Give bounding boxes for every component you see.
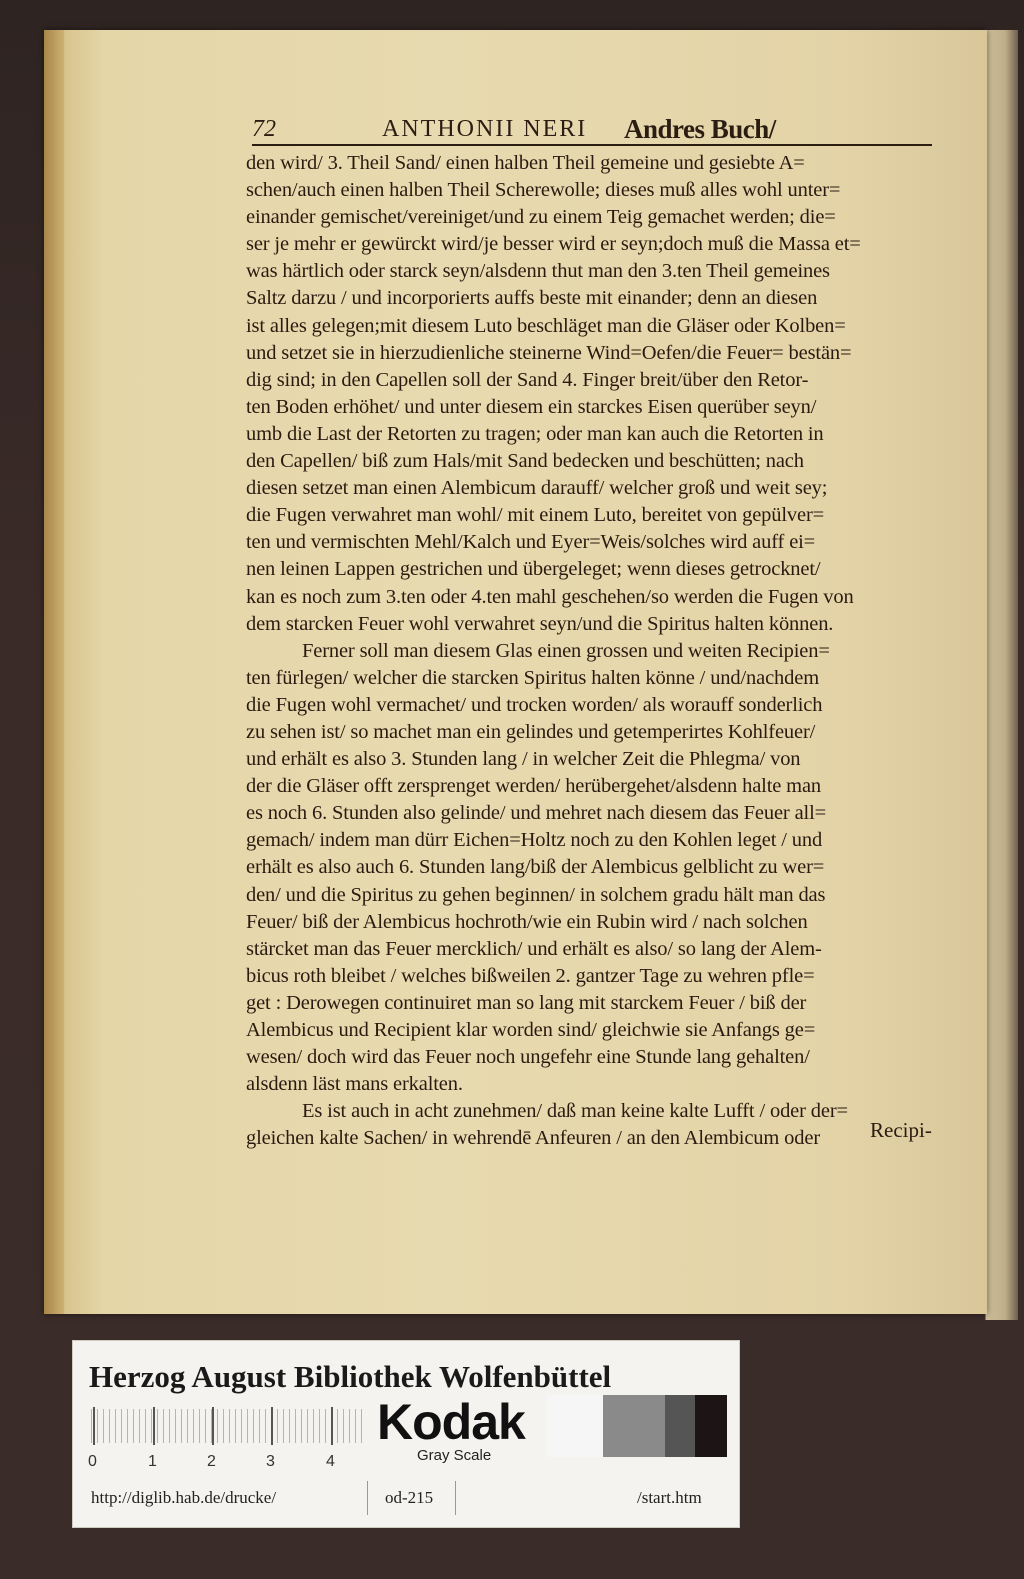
text-line: get : Derowegen continuiret man so lang mit starckem Feuer / biß der — [246, 991, 807, 1014]
text-line: ist alles gelegen;mit diesem Luto beschläget man die Gläser oder Kolben= — [246, 314, 846, 337]
text-line: umb die Last der Retorten zu tragen; oder man kan auch die Retorten in — [246, 422, 824, 445]
gray-swatch-white — [547, 1395, 603, 1457]
text-line: Alembicus und Recipient klar worden sind/ gleichwie sie Anfangs ge= — [246, 1019, 816, 1041]
text-line: gemach/ indem man dürr Eichen=Holtz noch zu den Kohlen leget / und — [246, 829, 823, 852]
ruler-tick — [93, 1407, 95, 1445]
kodak-logo: Kodak — [377, 1394, 525, 1450]
text-line: den/ und die Spiritus zu gehen beginnen/ in solchem gradu hält man das — [246, 883, 826, 906]
text-line: die Fugen wohl vermachet/ und trocken worden/ als worauff sonderlich — [246, 693, 823, 716]
url-part-base: http://diglib.hab.de/drucke/ — [91, 1481, 361, 1515]
text-line: Ferner soll man diesem Glas einen grossen und weiten Recipien= — [302, 639, 830, 662]
running-title: ANTHONII NERI — [382, 116, 588, 142]
url-separator — [455, 1481, 456, 1515]
text-line: und erhält es also 3. Stunden lang / in welcher Zeit die Phlegma/ von — [246, 748, 801, 771]
text-line: gleichen kalte Sachen/ in wehrendē Anfeuren / an den Alembicum oder — [246, 1127, 820, 1150]
text-line: der die Gläser offt zersprenget werden/ herübergehet/alsdenn halte man — [246, 775, 822, 798]
url-part-id: od-215 — [385, 1481, 465, 1515]
color-calibration-card — [72, 1340, 740, 1528]
ruler-tick — [331, 1407, 333, 1445]
text-line: Saltz darzu / und incorporierts auffs beste mit einander; denn an diesen — [246, 287, 818, 310]
text-line: Feuer/ biß der Alembicus hochroth/wie ein Rubin wird / nach solchen — [246, 910, 808, 933]
text-line: stärcket man das Feuer mercklich/ und erhält es also/ so lang der Alem- — [246, 937, 822, 960]
ruler-number: 3 — [266, 1453, 275, 1470]
text-line: was härtlich oder starck seyn/alsdenn thut man den 3.ten Theil gemeines — [246, 260, 830, 283]
text-line: den Capellen/ biß zum Hals/mit Sand bedecken und beschütten; nach — [246, 450, 804, 473]
ruler-tick — [271, 1407, 273, 1445]
gray-scale-label: Gray Scale — [417, 1447, 492, 1464]
gray-swatch-dark — [665, 1395, 695, 1457]
text-line: ser je mehr er gewürckt wird/je besser wird er seyn;doch muß die Massa et= — [246, 233, 861, 256]
text-line: zu sehen ist/ so machet man ein gelindes und getemperirtes Kohlfeuer/ — [246, 720, 816, 743]
text-line: kan es noch zum 3.ten oder 4.ten mahl geschehen/so werden die Fugen von — [246, 585, 854, 608]
text-line: ten Boden erhöhet/ und unter diesem ein starckes Eisen querüber seyn/ — [246, 395, 817, 418]
body-text — [246, 150, 946, 1152]
running-title-book: Andres Buch/ — [624, 114, 776, 144]
gray-swatch-black — [695, 1395, 727, 1457]
text-line: es noch 6. Stunden also gelinde/ und mehret nach diesem das Feuer all= — [246, 802, 827, 825]
text-line: ten und vermischten Mehl/Kalch und Eyer=Weis/solches wird auff ei= — [246, 531, 816, 554]
text-line: diesen setzet man einen Alembicum darauff/ welcher groß und weit sey; — [246, 477, 828, 500]
text-line: Es ist auch in acht zunehmen/ daß man keine kalte Lufft / oder der= — [302, 1100, 848, 1123]
ruler-number: 1 — [148, 1453, 157, 1470]
ruler-tick — [212, 1407, 214, 1445]
text-line: erhält es also auch 6. Stunden lang/biß der Alembicus gelblicht zu wer= — [246, 856, 825, 879]
text-line: die Fugen verwahret man wohl/ mit einem Luto, bereitet von gepülver= — [246, 504, 825, 527]
url-part-page: /start.htm — [637, 1481, 727, 1515]
ruler-number: 0 — [88, 1453, 97, 1470]
text-line: dig sind; in den Capellen soll der Sand 4. Finger breit/über den Retor- — [246, 368, 809, 391]
ruler-number: 4 — [326, 1453, 335, 1470]
ruler-number: 2 — [207, 1453, 216, 1470]
text-line: alsdenn läst mans erkalten. — [246, 1073, 463, 1096]
page-binding-edge — [44, 30, 64, 1314]
text-line: dem starcken Feuer wohl verwahret seyn/und die Spiritus halten können. — [246, 612, 834, 635]
next-page-edge — [985, 30, 1018, 1320]
page-header — [252, 116, 942, 146]
library-name: Herzog August Bibliothek Wolfenbüttel — [89, 1359, 612, 1394]
gray-swatch-mid — [603, 1395, 665, 1457]
ruler-tick — [153, 1407, 155, 1445]
header-rule — [252, 144, 932, 146]
text-line: ten fürlegen/ welcher die starcken Spiritus halten könne / und/nachdem — [246, 666, 819, 689]
text-line: und setzet sie in hierzudienliche steinerne Wind=Oefen/die Feuer= bestän= — [246, 341, 852, 364]
text-line: einander gemischet/vereiniget/und zu einem Teig gemachet werden; die= — [246, 206, 836, 229]
catchword: Recipi- — [870, 1118, 932, 1142]
page-number: 72 — [252, 116, 276, 142]
text-line: bicus roth bleibet / welches bißweilen 2. gantzer Tage zu wehren pfle= — [246, 964, 815, 987]
text-line: schen/auch einen halben Theil Scherewolle; dieses muß alles wohl unter= — [246, 179, 841, 202]
ruler-scale — [91, 1409, 367, 1443]
url-separator — [367, 1481, 368, 1515]
text-line: den wird/ 3. Theil Sand/ einen halben Theil gemeine und gesiebte A= — [246, 152, 805, 174]
text-line: wesen/ doch wird das Feuer noch ungefehr eine Stunde lang gehalten/ — [246, 1046, 810, 1069]
text-line: nen leinen Lappen gestrichen und übergeleget; wenn dieses getrocknet/ — [246, 558, 821, 581]
